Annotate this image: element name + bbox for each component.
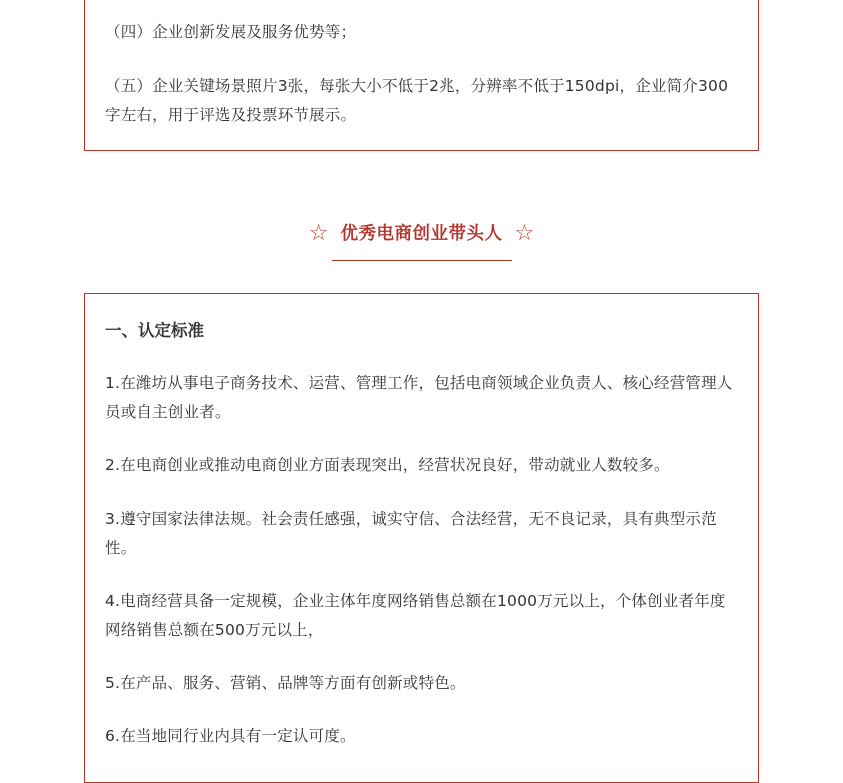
- list-item: （五）企业关键场景照片3张，每张大小不低于2兆，分辨率不低于150dpi，企业简介300字左右，用于评选及投票环节展示。: [105, 77, 729, 124]
- requirements-box-top: [84, 0, 759, 151]
- criteria-heading: 一、认定标准: [105, 321, 204, 340]
- criteria-box: [84, 293, 759, 783]
- star-icon: ☆: [514, 221, 535, 246]
- list-item: （四）企业创新发展及服务优势等；: [105, 23, 357, 41]
- list-item: 6.在当地同行业内具有一定认可度。: [105, 727, 356, 745]
- star-icon: ☆: [308, 221, 329, 246]
- list-item: 5.在产品、服务、营销、品牌等方面有创新或特色。: [105, 674, 466, 692]
- section-title: [0, 218, 843, 250]
- list-item: 3.遵守国家法律法规。社会责任感强，诚实守信、合法经营，无不良记录，具有典型示范性。: [105, 510, 717, 557]
- list-item: 1.在潍坊从事电子商务技术、运营、管理工作，包括电商领域企业负责人、核心经营管理人员或自主创业者。: [105, 374, 733, 421]
- section-title-text: 优秀电商创业带头人: [340, 224, 503, 244]
- list-item: 2.在电商创业或推动电商创业方面表现突出，经营状况良好，带动就业人数较多。: [105, 456, 670, 474]
- section-title-underline: [332, 260, 512, 261]
- list-item: 4.电商经营具备一定规模，企业主体年度网络销售总额在1000万元以上，个体创业者年度网络销售总额在500万元以上，: [105, 592, 726, 639]
